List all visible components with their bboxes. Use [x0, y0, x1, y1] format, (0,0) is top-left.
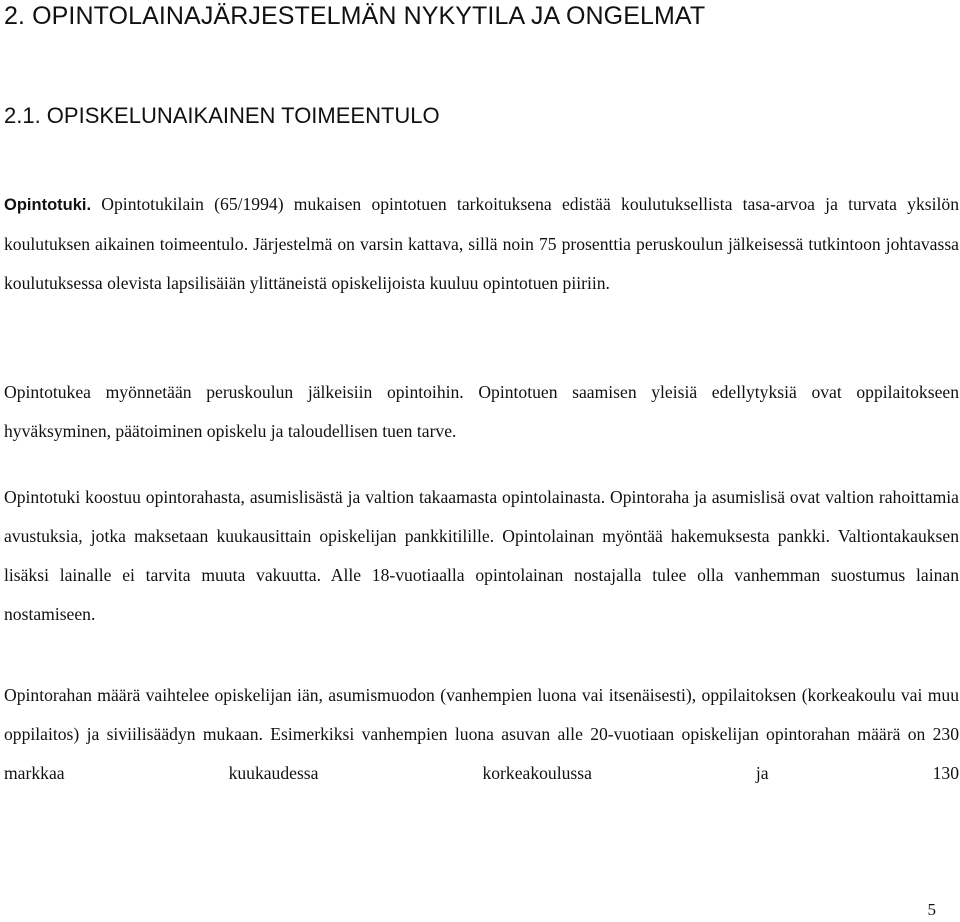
section-heading: 2.1. OPISKELUNAIKAINEN TOIMEENTULO — [4, 103, 440, 128]
paragraph-eligibility: Opintotukea myönnetään peruskoulun jälkeisiin opintoihin. Opintotuen saamisen yleisiä edellytyksiä ovat oppilaitokseen hyväksyminen, päätoiminen opiskelu ja taloudellisen tuen tarve. — [4, 382, 959, 441]
paragraph-amount: Opintorahan määrä vaihtelee opiskelijan iän, asumismuodon (vanhempien luona vai itsenäisesti), oppilaitoksen (korkeakoulu vai muu oppilaitos) ja siviilisäädyn mukaan. Esimerkiksi vanhempien luona asuvan alle 20-vuotiaan opiskelijan opintorahan määrä on 230 markkaa kuukaudessa korkeakoulussa ja 130 — [4, 685, 959, 783]
paragraph-lead: Opintotuki. — [4, 196, 92, 214]
paragraph-composition: Opintotuki koostuu opintorahasta, asumislisästä ja valtion takaamasta opintolainasta. Opintoraha ja asumislisä ovat valtion rahoittamia avustuksia, jotka maksetaan kuukausittain opiskelijan pankkitilille. Opintolainan myöntää hakemuksesta pankki. Valtiontakauksen lisäksi lainalle ei tarvita muuta vakuutta. Alle 18-vuotiaalla opintolainan nostajalla tulee olla vanhemman suostumus lainan nostamiseen. — [4, 487, 959, 624]
paragraph-opintotuki — [4, 185, 959, 303]
page-number: 5 — [927, 900, 936, 919]
chapter-heading: 2. OPINTOLAINAJÄRJESTELMÄN NYKYTILA JA ONGELMAT — [4, 2, 706, 30]
paragraph-text: Opintotukilain (65/1994) mukaisen opintotuen tarkoituksena edistää koulutuksellista tasa-arvoa ja turvata yksilön koulutuksen aikainen toimeentulo. Järjestelmä on varsin kattava, sillä noin 75 prosenttia peruskoulun jälkeisessä tutkintoon johtavassa koulutuksessa olevista lapsilisäiän ylittäneistä opiskelijoista kuuluu opintotuen piiriin. — [4, 194, 959, 293]
